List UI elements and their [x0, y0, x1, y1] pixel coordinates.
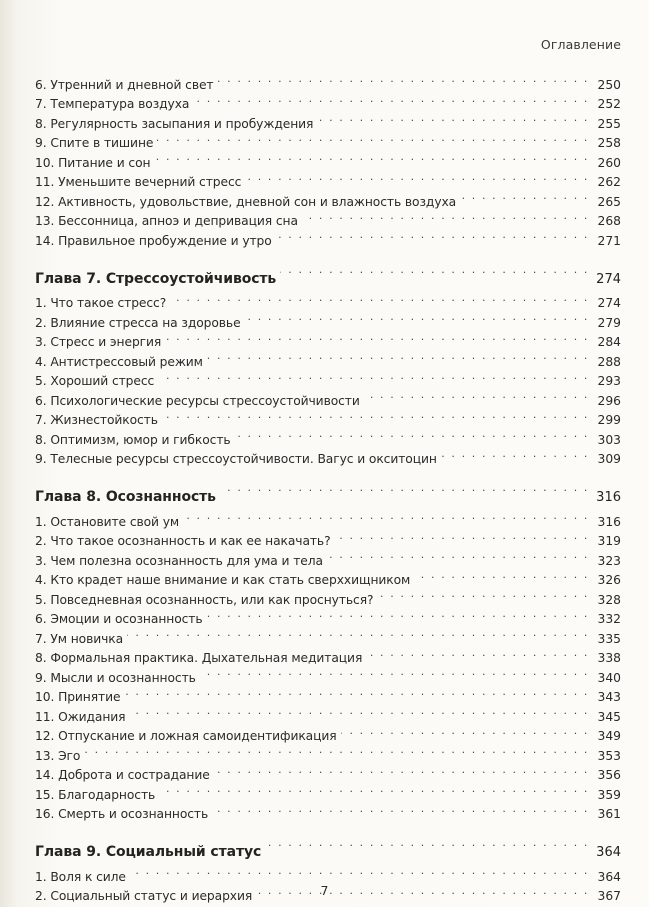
entry-title: 4. Кто крадет наше внимание и как стать сверххищником	[35, 573, 411, 587]
entry-page: 265	[597, 194, 621, 209]
entry-title: 11. Уменьшите вечерний стресс	[35, 175, 242, 189]
page-number: 7	[320, 883, 329, 898]
dot-leader	[214, 760, 589, 780]
entry-page: 323	[597, 553, 621, 568]
entry-title: 9. Мысли и осознанность	[35, 670, 196, 685]
entry-page: 367	[597, 889, 621, 903]
dot-leader	[158, 366, 589, 386]
entry-title: 7. Ум новичка	[35, 631, 124, 646]
table-of-contents	[35, 69, 621, 903]
dot-leader	[207, 346, 589, 366]
entry-title: 2. Влияние стресса на здоровье	[35, 315, 241, 330]
entry-title: 5. Повседневная осознанность, или как проснуться?	[35, 592, 374, 607]
entry-page: 361	[597, 807, 621, 821]
dot-leader	[276, 225, 589, 245]
dot-leader	[364, 385, 589, 405]
dot-leader	[265, 830, 589, 856]
entry-title: 6. Утренний и дневной свет	[35, 77, 214, 92]
dot-leader	[245, 307, 589, 327]
entry-page: 356	[597, 768, 621, 782]
entry-page: 319	[597, 534, 621, 548]
entry-title: 9. Телесные ресурсы стрессоустойчивости. Вагус и окситоцин	[35, 452, 437, 466]
dot-leader	[327, 545, 589, 565]
entry-page: 284	[597, 335, 621, 349]
toc-entry[interactable]	[35, 740, 621, 763]
entry-page: 299	[597, 413, 621, 427]
entry-title: 14. Правильное пробуждение и утро	[35, 233, 272, 248]
dot-leader	[335, 526, 589, 546]
entry-page: 349	[597, 729, 621, 743]
chapter-heading[interactable]	[35, 475, 621, 505]
dot-leader	[441, 444, 589, 464]
entry-title: 1. Остановите свой ум	[35, 514, 180, 529]
dot-leader	[84, 740, 589, 760]
entry-page: 353	[597, 748, 621, 763]
dot-leader	[460, 186, 589, 206]
dot-leader	[220, 475, 589, 501]
entry-page: 332	[597, 612, 621, 626]
entry-title: 5. Хороший стресс	[35, 374, 155, 388]
entry-page: 316	[597, 514, 621, 529]
toc-entry[interactable]	[35, 760, 621, 780]
dot-leader	[165, 327, 589, 347]
entry-title: 6. Эмоции и осознанность	[35, 612, 203, 626]
dot-leader	[162, 405, 589, 425]
dot-leader	[366, 643, 589, 663]
dot-leader	[218, 69, 590, 89]
dot-leader	[317, 108, 589, 128]
dot-leader	[193, 89, 589, 109]
entry-page: 326	[597, 573, 621, 587]
entry-page: 279	[597, 315, 621, 330]
dot-leader	[235, 424, 589, 444]
entry-title: 7. Температура воздуха	[35, 97, 190, 111]
toc-section-continued	[35, 69, 621, 248]
entry-title: 16. Смерть и осознанность	[35, 807, 209, 821]
entry-page: 293	[597, 374, 621, 388]
entry-title: 6. Психологические ресурсы стрессоустойчивости	[35, 393, 360, 408]
entry-page: 252	[597, 97, 621, 111]
entry-page: 296	[597, 393, 621, 408]
dot-leader	[127, 623, 589, 643]
running-head: Оглавление	[540, 37, 621, 52]
chapter-page: 364	[596, 845, 621, 860]
entry-title: 1. Что такое стресс?	[35, 296, 167, 310]
entry-title: 15. Благодарность	[35, 787, 156, 802]
dot-leader	[341, 721, 589, 741]
dot-leader	[245, 167, 589, 187]
entry-page: 274	[597, 296, 621, 310]
chapter-title: Глава 8. Осознанность	[35, 489, 216, 505]
entry-page: 260	[597, 155, 621, 170]
entry-title: 10. Питание и сон	[35, 155, 151, 170]
entry-title: 8. Оптимизм, юмор и гибкость	[35, 432, 231, 447]
entry-page: 338	[597, 651, 621, 665]
chapter-page: 274	[596, 271, 621, 287]
entry-page: 250	[597, 77, 621, 92]
entry-page: 271	[597, 233, 621, 248]
entry-title: 11. Ожидания	[35, 709, 126, 724]
entry-title: 12. Отпускание и ложная самоидентификация	[35, 729, 337, 743]
entry-page: 309	[597, 452, 621, 466]
entry-page: 359	[597, 787, 621, 802]
entry-page: 328	[597, 592, 621, 607]
dot-leader	[302, 206, 589, 226]
entry-title: 13. Бессонница, апноэ и депривация сна	[35, 214, 298, 228]
entry-title: 3. Стресс и энергия	[35, 335, 162, 349]
dot-leader	[159, 779, 589, 799]
dot-leader	[183, 506, 589, 526]
entry-title: 10. Принятие	[35, 690, 121, 704]
dot-leader	[157, 128, 589, 148]
entry-title: 14. Доброта и сострадание	[35, 768, 210, 782]
chapter-title: Глава 9. Социальный статус	[35, 844, 262, 860]
entry-page: 268	[597, 214, 621, 228]
dot-leader	[130, 861, 589, 881]
chapter-page: 316	[596, 490, 621, 505]
entry-page: 258	[597, 136, 621, 150]
chapter-heading[interactable]	[35, 257, 621, 287]
entry-title: 1. Воля к силе	[35, 869, 126, 884]
entry-page: 364	[597, 869, 621, 884]
entry-title: 8. Формальная практика. Дыхательная медитация	[35, 651, 363, 665]
entry-title: 12. Активность, удовольствие, дневной сон и влажность воздуха	[35, 194, 457, 209]
dot-leader	[170, 288, 589, 308]
dot-leader	[280, 257, 589, 283]
entry-title: 2. Социальный статус и иерархия	[35, 889, 253, 903]
toc-section-chapter-7	[35, 257, 621, 464]
dot-leader	[207, 604, 590, 624]
dot-leader	[200, 662, 589, 682]
entry-page: 255	[597, 116, 621, 131]
entry-title: 7. Жизнестойкость	[35, 413, 158, 427]
toc-entry[interactable]	[35, 69, 621, 92]
entry-page: 303	[597, 432, 621, 447]
dot-leader	[154, 147, 589, 167]
entry-page: 345	[597, 709, 621, 724]
entry-page: 335	[597, 631, 621, 646]
chapter-title: Глава 7. Стрессоустойчивость	[35, 270, 277, 287]
entry-title: 3. Чем полезна осознанность для ума и тела	[35, 553, 323, 568]
entry-page: 340	[597, 670, 621, 685]
dot-leader	[377, 584, 589, 604]
entry-title: 13. Эго	[35, 748, 81, 763]
chapter-heading[interactable]	[35, 830, 621, 860]
toc-section-chapter-8	[35, 475, 621, 821]
entry-title: 9. Спите в тишине	[35, 136, 154, 150]
dot-leader	[129, 701, 589, 721]
entry-page: 262	[597, 175, 621, 189]
entry-page: 343	[597, 690, 621, 704]
entry-title: 2. Что такое осознанность и как ее накачать?	[35, 534, 331, 548]
entry-page: 288	[597, 354, 621, 369]
dot-leader	[414, 565, 589, 585]
dot-leader	[212, 799, 589, 819]
entry-title: 4. Антистрессовый режим	[35, 354, 203, 369]
dot-leader	[124, 682, 589, 702]
entry-title: 8. Регулярность засыпания и пробуждения	[35, 116, 314, 131]
